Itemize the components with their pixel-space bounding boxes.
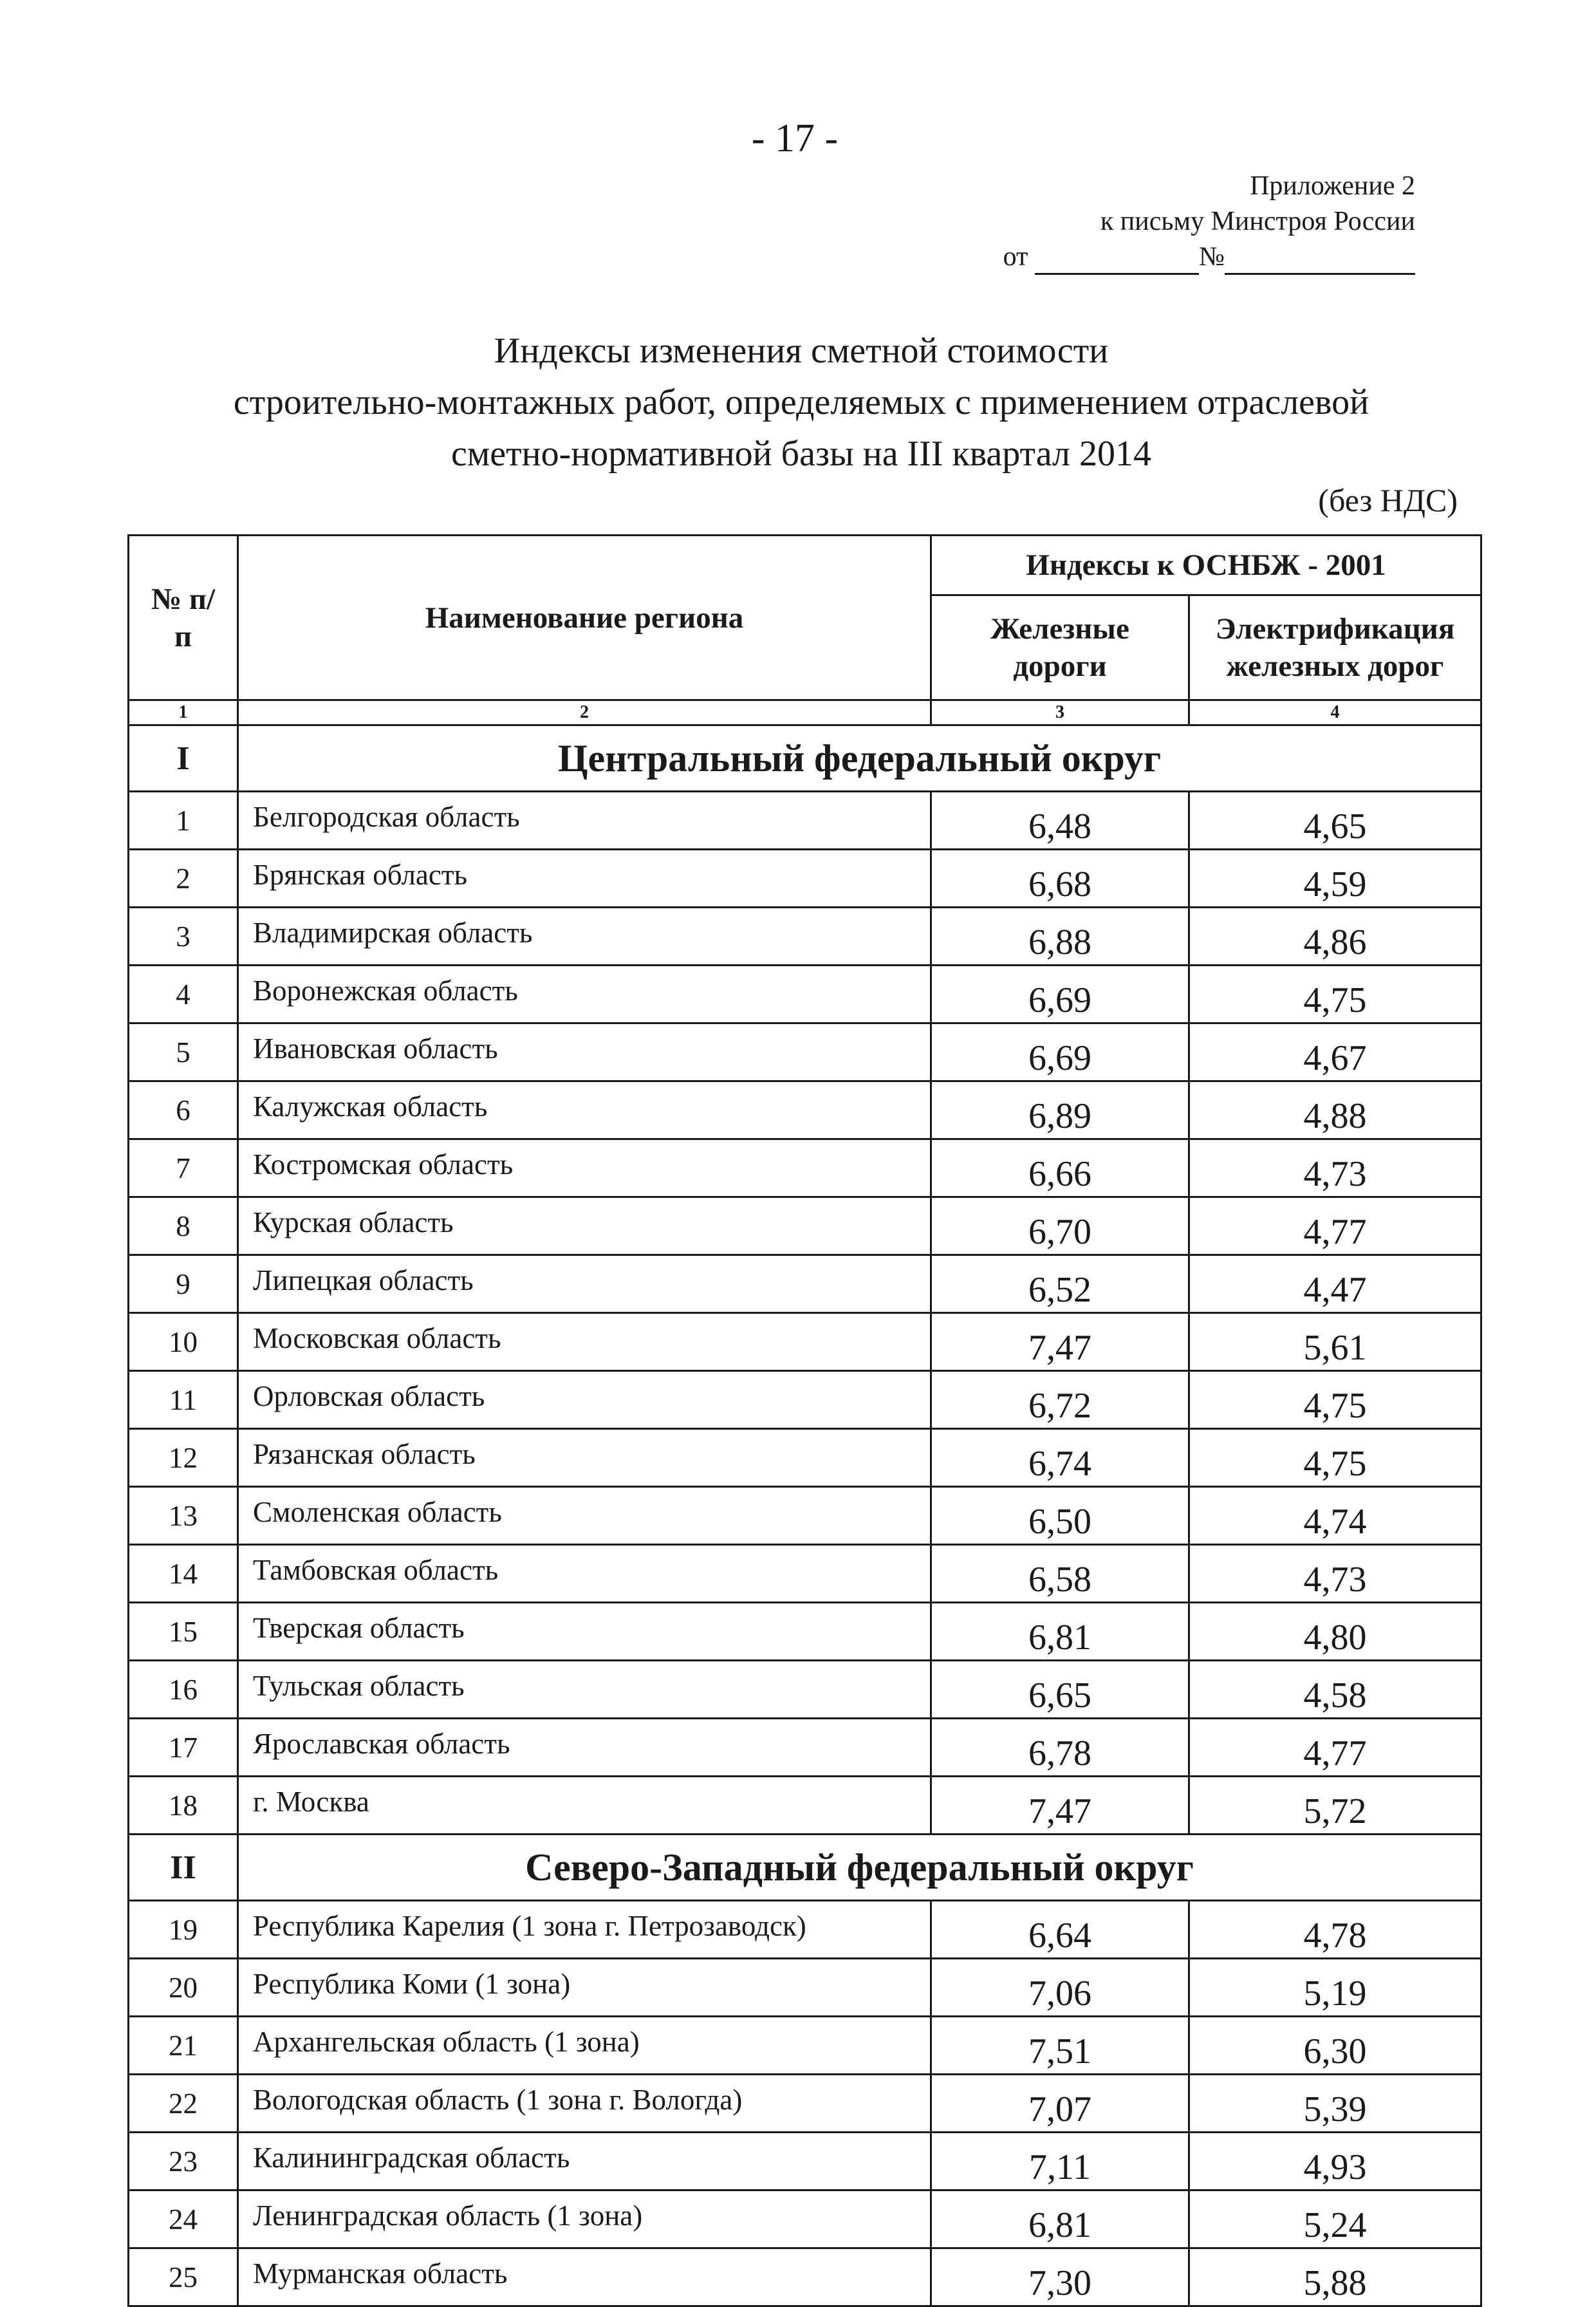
table-row [129,1139,1481,1197]
region-name: Калужская область [238,1081,931,1139]
section-row [129,725,1481,792]
railways-index: 6,68 [931,850,1189,908]
attachment-block [1003,169,1415,275]
attachment-date-number [1003,239,1415,275]
region-name: Тамбовская область [238,1545,931,1603]
row-number: 17 [129,1719,238,1777]
region-name: Тверская область [238,1603,931,1661]
table-row [129,1313,1481,1371]
electrification-index: 4,75 [1189,966,1481,1023]
table-row [129,1901,1481,1959]
region-name: Костромская область [238,1139,931,1197]
row-number: 21 [129,2017,238,2075]
region-name: Республика Карелия (1 зона г. Петрозаводск) [238,1901,931,1959]
row-number: 16 [129,1661,238,1719]
railways-index: 6,69 [931,1023,1189,1081]
electrification-index: 4,73 [1189,1139,1481,1197]
railways-index: 6,74 [931,1429,1189,1487]
page-number: - 17 - [751,117,839,160]
region-name: Смоленская область [238,1487,931,1545]
electrification-index: 5,72 [1189,1777,1481,1835]
electrification-index: 5,39 [1189,2075,1481,2133]
railways-index: 6,69 [931,966,1189,1023]
number-label: № [1198,242,1225,272]
row-number: 2 [129,850,238,908]
region-name: Липецкая область [238,1255,931,1313]
table-row [129,2075,1481,2133]
table-row [129,1661,1481,1719]
row-number: 15 [129,1603,238,1661]
railways-index: 6,81 [931,2190,1189,2248]
region-name: Ивановская область [238,1023,931,1081]
railways-index: 6,64 [931,1901,1189,1959]
row-number: 25 [129,2248,238,2306]
region-name: Республика Коми (1 зона) [238,1959,931,2017]
electrification-index: 4,73 [1189,1545,1481,1603]
row-number: 24 [129,2190,238,2248]
table-row [129,1255,1481,1313]
region-name: Рязанская область [238,1429,931,1487]
railways-index: 6,81 [931,1603,1189,1661]
region-name: Ярославская область [238,1719,931,1777]
table-body [129,725,1481,2306]
table-row [129,1545,1481,1603]
region-name: Воронежская область [238,966,931,1023]
attachment-title: Приложение 2 [1250,171,1415,201]
table-row [129,1197,1481,1255]
table-row [129,966,1481,1023]
electrification-index: 4,58 [1189,1661,1481,1719]
row-number: 11 [129,1371,238,1429]
header-railways: Железные дороги [931,595,1189,700]
document-title [0,325,1596,480]
table-row [129,1603,1481,1661]
section-title: Северо-Западный федеральный округ [238,1835,1481,1901]
railways-index: 6,50 [931,1487,1189,1545]
region-name: Архангельская область (1 зона) [238,2017,931,2075]
table-row [129,1023,1481,1081]
railways-index: 6,72 [931,1371,1189,1429]
electrification-index: 4,75 [1189,1371,1481,1429]
section-number: II [129,1835,238,1901]
row-number: 13 [129,1487,238,1545]
region-name: Тульская область [238,1661,931,1719]
table-row [129,792,1481,850]
table-row [129,2190,1481,2248]
header-indices-group: Индексы к ОСНБЖ - 2001 [931,536,1481,595]
electrification-index: 4,86 [1189,908,1481,966]
railways-index: 6,70 [931,1197,1189,1255]
electrification-index: 4,75 [1189,1429,1481,1487]
row-number: 20 [129,1959,238,2017]
table-row [129,2133,1481,2190]
section-row [129,1835,1481,1901]
electrification-index: 5,19 [1189,1959,1481,2017]
electrification-index: 5,24 [1189,2190,1481,2248]
railways-index: 6,65 [931,1661,1189,1719]
row-number: 7 [129,1139,238,1197]
header-electrification: Электрификация железных дорог [1189,595,1481,700]
region-name: Курская область [238,1197,931,1255]
table-row [129,850,1481,908]
table-row [129,1959,1481,2017]
region-name: Вологодская область (1 зона г. Вологда) [238,2075,931,2133]
electrification-index: 4,67 [1189,1023,1481,1081]
railways-index: 7,47 [931,1777,1189,1835]
railways-index: 6,78 [931,1719,1189,1777]
column-number-row [129,700,1481,725]
column-number: 3 [931,700,1189,725]
index-table [127,534,1482,2307]
table-row [129,1371,1481,1429]
railways-index: 7,30 [931,2248,1189,2306]
vat-note: (без НДС) [1318,482,1458,518]
row-number: 5 [129,1023,238,1081]
electrification-index: 4,77 [1189,1719,1481,1777]
electrification-index: 4,80 [1189,1603,1481,1661]
railways-index: 6,88 [931,908,1189,966]
electrification-index: 4,93 [1189,2133,1481,2190]
electrification-index: 4,47 [1189,1255,1481,1313]
table-row [129,2248,1481,2306]
table-row [129,1487,1481,1545]
column-number: 2 [238,700,931,725]
railways-index: 6,48 [931,792,1189,850]
electrification-index: 4,77 [1189,1197,1481,1255]
table-row [129,1719,1481,1777]
railways-index: 7,51 [931,2017,1189,2075]
row-number: 19 [129,1901,238,1959]
region-name: Владимирская область [238,908,931,966]
row-number: 3 [129,908,238,966]
row-number: 6 [129,1081,238,1139]
header-number: № п/п [129,536,238,700]
railways-index: 6,58 [931,1545,1189,1603]
region-name: Калининградская область [238,2133,931,2190]
railways-index: 6,89 [931,1081,1189,1139]
row-number: 22 [129,2075,238,2133]
electrification-index: 4,78 [1189,1901,1481,1959]
row-number: 4 [129,966,238,1023]
from-label: от [1003,242,1028,272]
region-name: Ленинградская область (1 зона) [238,2190,931,2248]
header-region: Наименование региона [238,536,931,700]
table-row [129,1081,1481,1139]
region-name: Московская область [238,1313,931,1371]
row-number: 23 [129,2133,238,2190]
number-blank [1225,247,1415,275]
section-number: I [129,725,238,792]
electrification-index: 4,88 [1189,1081,1481,1139]
column-number: 1 [129,700,238,725]
table-row [129,908,1481,966]
row-number: 1 [129,792,238,850]
railways-index: 6,66 [931,1139,1189,1197]
railways-index: 7,11 [931,2133,1189,2190]
railways-index: 6,52 [931,1255,1189,1313]
railways-index: 7,47 [931,1313,1189,1371]
region-name: г. Москва [238,1777,931,1835]
region-name: Брянская область [238,850,931,908]
attachment-reference: к письму Минстроя России [1100,207,1415,236]
region-name: Мурманская область [238,2248,931,2306]
row-number: 9 [129,1255,238,1313]
railways-index: 7,06 [931,1959,1189,2017]
column-number: 4 [1189,700,1481,725]
region-name: Орловская область [238,1371,931,1429]
table-row [129,2017,1481,2075]
railways-index: 7,07 [931,2075,1189,2133]
table-row [129,1777,1481,1835]
row-number: 18 [129,1777,238,1835]
title-line-3: сметно-нормативной базы на III квартал 2014 [451,434,1151,474]
electrification-index: 5,88 [1189,2248,1481,2306]
region-name: Белгородская область [238,792,931,850]
electrification-index: 6,30 [1189,2017,1481,2075]
date-blank [1035,247,1199,275]
row-number: 14 [129,1545,238,1603]
row-number: 10 [129,1313,238,1371]
electrification-index: 4,65 [1189,792,1481,850]
title-line-2: строительно-монтажных работ, определяемых с применением отраслевой [233,382,1369,422]
row-number: 12 [129,1429,238,1487]
row-number: 8 [129,1197,238,1255]
electrification-index: 4,74 [1189,1487,1481,1545]
table-row [129,1429,1481,1487]
electrification-index: 5,61 [1189,1313,1481,1371]
title-line-1: Индексы изменения сметной стоимости [494,331,1109,371]
electrification-index: 4,59 [1189,850,1481,908]
section-title: Центральный федеральный округ [238,725,1481,792]
